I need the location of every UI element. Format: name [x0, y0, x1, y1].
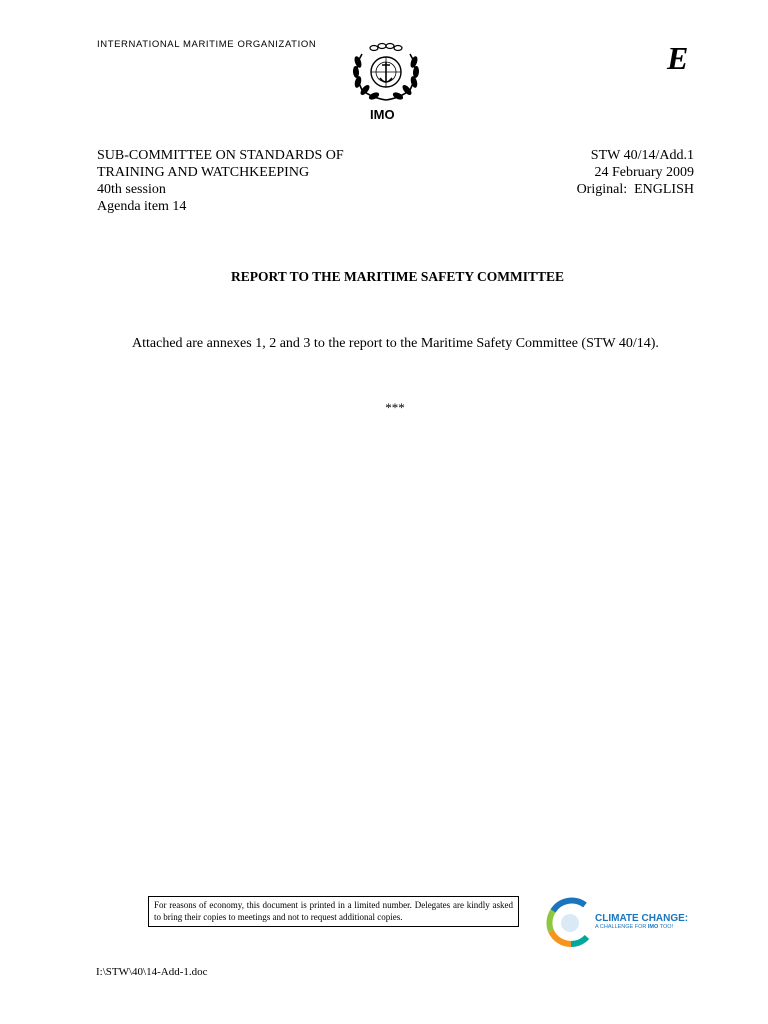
language-code: E [667, 40, 689, 76]
separator: *** [385, 400, 405, 415]
climate-change-badge [545, 897, 697, 947]
committee-line-2: TRAINING AND WATCHKEEPING [97, 165, 310, 180]
climate-ring-icon [545, 897, 595, 947]
agenda-item: Agenda item 14 [97, 199, 187, 214]
organization-name: INTERNATIONAL MARITIME ORGANIZATION [97, 39, 317, 50]
economy-notice: For reasons of economy, this document is printed in a limited number. Delegates are kindly asked to bring their copies to meetings and not to request additional copies. [148, 896, 519, 927]
imo-emblem-icon [348, 40, 424, 102]
climate-line-2-suffix: TOO! [658, 924, 674, 930]
session: 40th session [97, 182, 166, 197]
climate-line-2-prefix: A CHALLENGE FOR [595, 924, 648, 930]
page-title: REPORT TO THE MARITIME SAFETY COMMITTEE [231, 269, 564, 284]
climate-line-2 [595, 924, 673, 930]
document-symbol: STW 40/14/Add.1 [590, 148, 694, 163]
file-path: I:\STW\40\14-Add-1.doc [96, 966, 208, 978]
reference-block [577, 147, 694, 198]
climate-line-1: CLIMATE CHANGE: [595, 913, 689, 924]
imo-logo-label: IMO [370, 107, 395, 122]
committee-block [97, 147, 344, 215]
original-language: Original: ENGLISH [576, 182, 694, 197]
document-date: 24 February 2009 [594, 165, 694, 180]
committee-line-1: SUB-COMMITTEE ON STANDARDS OF [97, 148, 344, 163]
climate-line-2-imo: IMO [647, 924, 659, 930]
body-paragraph: Attached are annexes 1, 2 and 3 to the report to the Maritime Safety Committee (STW 40/14). [132, 336, 659, 351]
